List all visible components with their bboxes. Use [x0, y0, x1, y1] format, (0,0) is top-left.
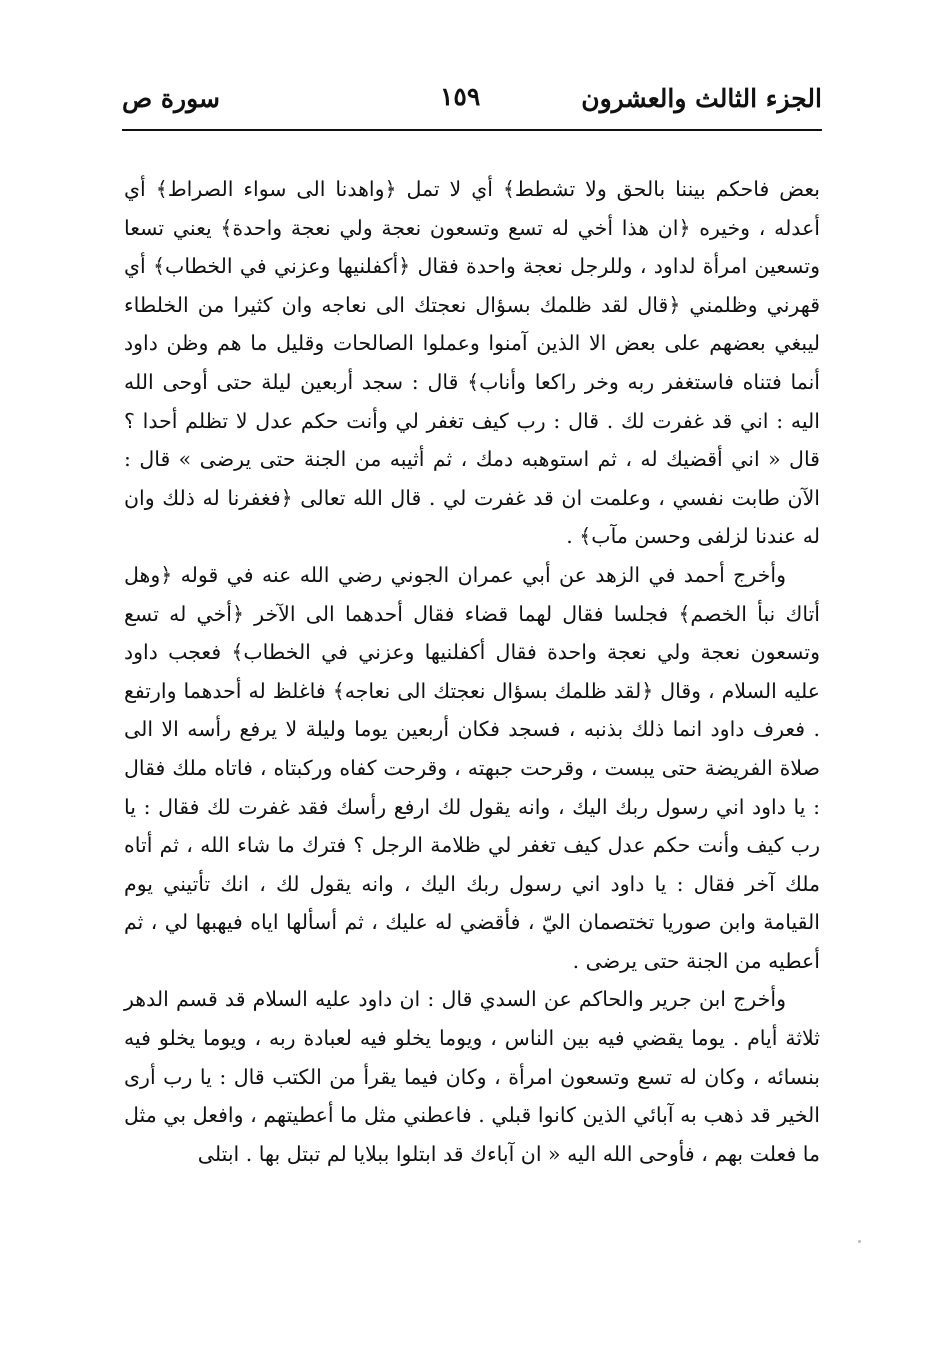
page-number: ١٥٩ — [440, 82, 481, 111]
paragraph-3: وأخرج ابن جرير والحاكم عن السدي قال : ان داود عليه السلام قد قسم الدهر ثلاثة أيام . يوما يقضي فيه بين الناس ، ويوما يخلو فيه لعبادة ربه ، ويوما يخلو فيه بنسائه ، وكان له تسع وتسعون امرأة ، وكان فيما يقرأ من الكتب قال : يا رب أرى الخير قد ذهب به آبائي الذين كانوا قبلي . فاعطني مثل ما أعطيتهم ، وافعل بي مثل ما فعلت بهم ، فأوحى الله اليه « ان آباءك قد ابتلوا ببلايا لم تبتل بها . ابتلى — [124, 987, 820, 1166]
paragraph-1: بعض فاحكم بيننا بالحق ولا تشطط﴾ أي لا تمل ﴿واهدنا الى سواء الصراط﴾ أي أعدله ، وخيره ﴿ان هذا أخي له تسع وتسعون نعجة ولي نعجة واحدة﴾ يعني تسعا وتسعين امرأة لداود ، وللرجل نعجة واحدة فقال ﴿أكفلنيها وعزني في الخطاب﴾ أي قهرني وظلمني ﴿قال لقد ظلمك بسؤال نعجتك الى نعاجه وان كثيرا من الخلطاء ليبغي بعضهم على بعض الا الذين آمنوا وعملوا الصالحات وقليل ما هم وظن داود أنما فتناه فاستغفر ربه وخر راكعا وأناب﴾ قال : سجد أربعين ليلة حتى أوحى الله اليه : اني قد غفرت لك . قال : رب كيف تغفر لي وأنت حكم عدل لا تظلم أحدا ؟ قال « اني أقضيك له ، ثم استوهبه دمك ، ثم أثيبه من الجنة حتى يرضى » قال : الآن طابت نفسي ، وعلمت ان قد غفرت لي . قال الله تعالى ﴿فغفرنا له ذلك وان له عندنا لزلفى وحسن مآب﴾ . — [124, 177, 820, 549]
running-head-surah: سورة ص — [122, 84, 220, 113]
scan-speck — [858, 1240, 861, 1243]
header-rule — [122, 129, 822, 131]
page-body — [124, 170, 820, 1173]
paragraph-2: وأخرج أحمد في الزهد عن أبي عمران الجوني رضي الله عنه في قوله ﴿وهل أتاك نبأ الخصم﴾ فجلسا فقال لهما قضاء فقال أحدهما الى الآخر ﴿أخي له تسع وتسعون نعجة ولي نعجة واحدة فقال أكفلنيها وعزني في الخطاب﴾ فعجب داود عليه السلام ، وقال ﴿لقد ظلمك بسؤال نعجتك الى نعاجه﴾ فاغلظ له أحدهما وارتفع . فعرف داود انما ذلك بذنبه ، فسجد فكان أربعين يوما وليلة لا يرفع رأسه الا الى صلاة الفريضة حتى يبست ، وقرحت جبهته ، وقرحت كفاه وركبتاه ، فاتاه ملك فقال : يا داود اني رسول ربك اليك ، وانه يقول لك ارفع رأسك فقد غفرت لك فقال : يا رب كيف وأنت حكم عدل كيف تغفر لي ظلامة الرجل ؟ فترك ما شاء الله ، ثم أتاه ملك آخر فقال : يا داود اني رسول ربك اليك ، وانه يقول لك ، انك تأتيني يوم القيامة وابن صوريا تختصمان اليّ ، فأقضي له عليك ، ثم أسألها اياه فيهبها لي ، ثم أعطيه من الجنة حتى يرضى . — [124, 562, 820, 973]
running-head-part: الجزء الثالث والعشرون — [581, 84, 822, 113]
page-header — [122, 78, 822, 118]
